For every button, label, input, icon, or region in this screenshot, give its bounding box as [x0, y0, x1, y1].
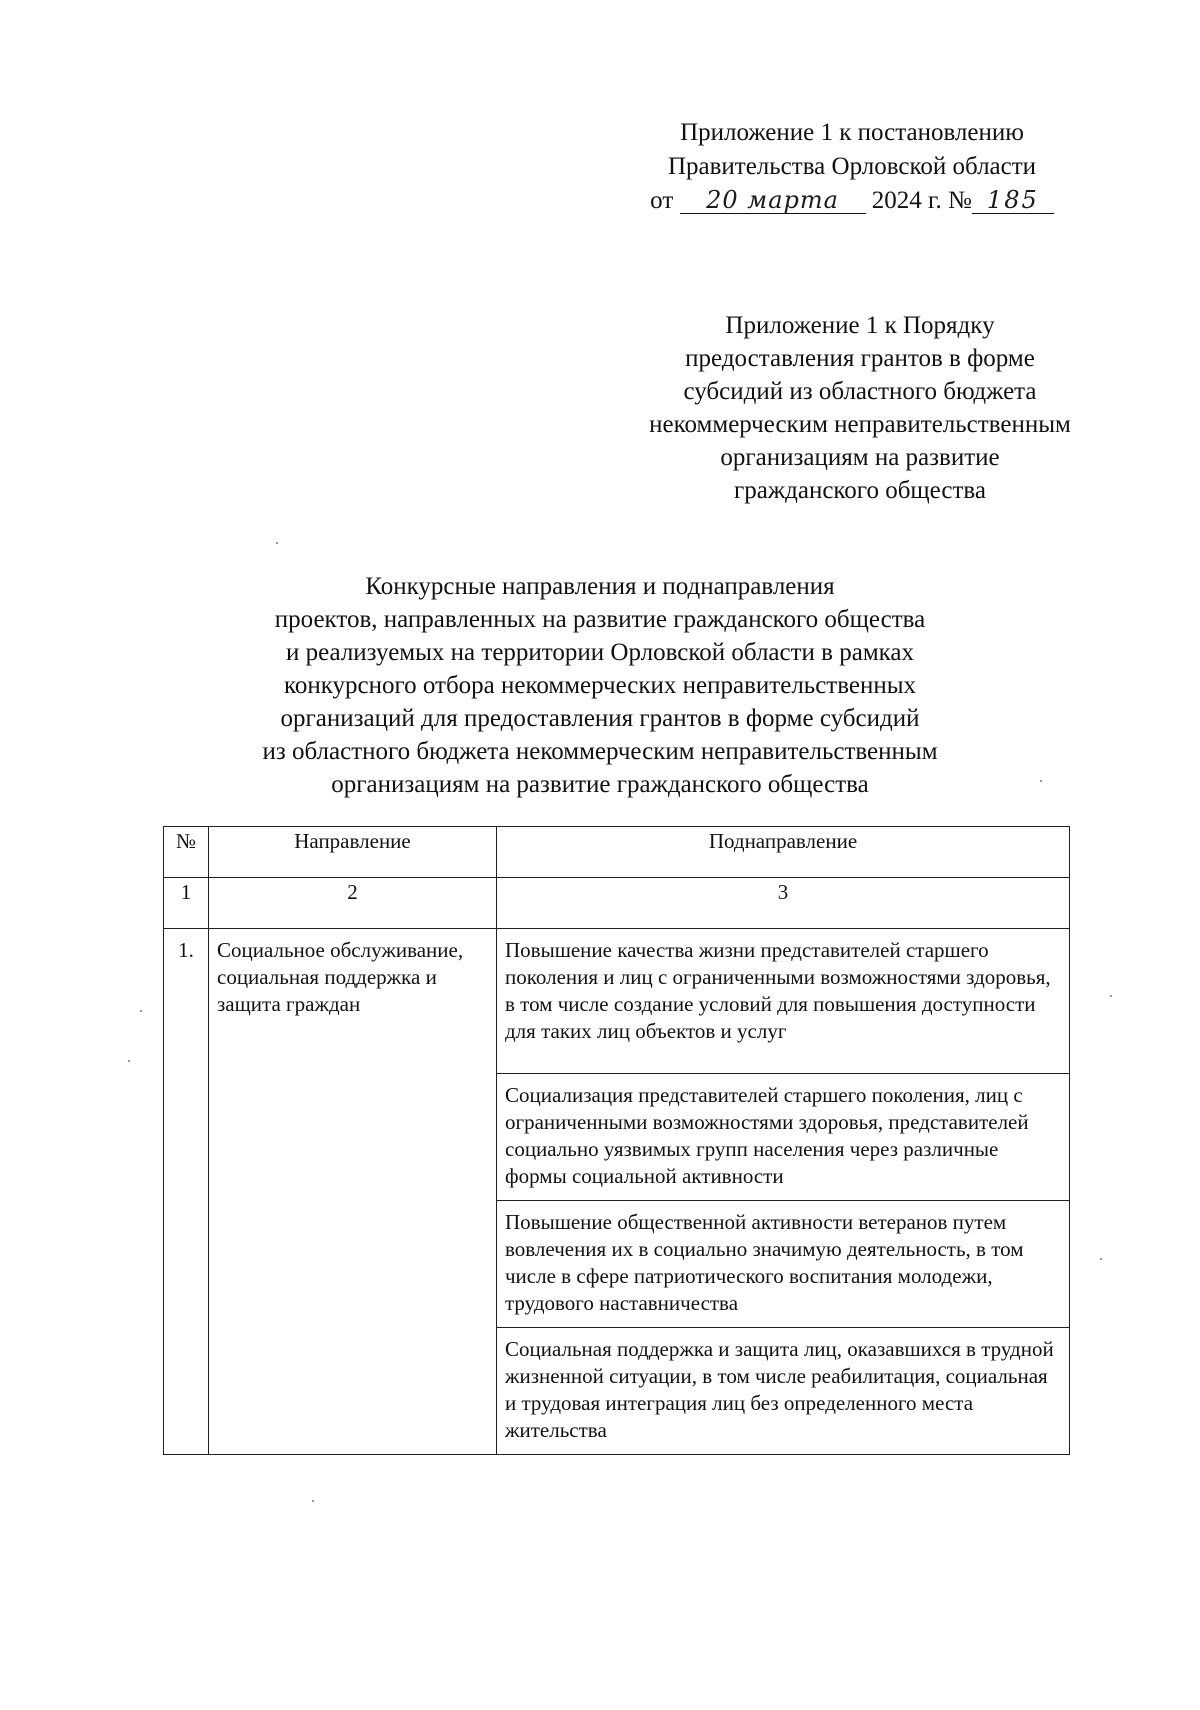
- title-line: конкурсного отбора некоммерческих неправительственных: [283, 672, 917, 699]
- subdirection-cell: Социальная поддержка и защита лиц, оказавшихся в трудной жизненной ситуации, в том числе реабилитация, социальная и трудовая интеграция лиц без определенного места жительства: [497, 1328, 1070, 1455]
- date-prefix: от: [650, 187, 674, 214]
- title-line: проектов, направленных на развитие гражданского общества: [274, 606, 926, 633]
- table-row: [164, 929, 1070, 1074]
- document-title: [230, 570, 970, 801]
- appendix-line-1: Приложение 1 к постановлению: [680, 119, 1024, 146]
- scan-speck: [140, 1010, 142, 1012]
- appendix-line-2: Правительства Орловской области: [667, 153, 1037, 180]
- handwritten-number: 185: [972, 187, 1054, 214]
- appendix-to-resolution: [612, 116, 1092, 218]
- subdirection-cell: Повышение общественной активности ветеранов путем вовлечения их в социально значимую деятельность, в том числе в сфере патриотического воспитания молодежи, трудового наставничества: [497, 1201, 1070, 1328]
- column-number: 3: [497, 878, 1070, 929]
- subdirection-cell: Повышение качества жизни представителей старшего поколения и лиц с ограниченными возможностями здоровья, в том числе создание условий для повышения доступности для таких лиц объектов и услуг: [497, 929, 1070, 1074]
- title-line: и реализуемых на территории Орловской области в рамках: [285, 639, 915, 666]
- scan-speck: [1110, 995, 1112, 997]
- title-line: организациям на развитие гражданского общества: [331, 771, 869, 798]
- column-number: 2: [209, 878, 497, 929]
- scan-speck: [312, 1500, 314, 1502]
- title-line: Конкурсные направления и поднаправления: [365, 573, 835, 600]
- directions-table: [163, 826, 1070, 1455]
- appendix-2-line: гражданского общества: [734, 477, 986, 504]
- row-number: 1.: [164, 929, 209, 1455]
- subdirection-cell: Социализация представителей старшего поколения, лиц с ограниченными возможностями здоровья, представителей социально уязвимых групп населения через различные формы социальной активности: [497, 1074, 1070, 1201]
- appendix-2-line: субсидий из областного бюджета: [683, 378, 1037, 405]
- column-numbers-row: [164, 878, 1070, 929]
- resolution-date-line: [612, 184, 1092, 218]
- header-direction: Направление: [209, 827, 497, 878]
- header-subdirection: Поднаправление: [497, 827, 1070, 878]
- appendix-2-line: предоставления грантов в форме: [685, 345, 1035, 372]
- appendix-to-procedure: [620, 309, 1100, 507]
- column-number: 1: [164, 878, 209, 929]
- scan-speck: [1100, 1258, 1102, 1260]
- appendix-2-line: организациям на развитие: [720, 444, 1000, 471]
- header-number: №: [164, 827, 209, 878]
- scan-speck: [276, 542, 278, 544]
- title-line: организаций для предоставления грантов в форме субсидий: [280, 705, 920, 732]
- scan-speck: [128, 1060, 130, 1062]
- title-line: из областного бюджета некоммерческим неправительственным: [262, 738, 938, 765]
- direction-cell: Социальное обслуживание, социальная поддержка и защита граждан: [209, 929, 497, 1455]
- handwritten-date: 20 марта: [680, 187, 866, 214]
- table-header-row: [164, 827, 1070, 878]
- appendix-2-line: некоммерческим неправительственным: [649, 411, 1071, 438]
- year-and-number-label: 2024 г. №: [871, 187, 972, 214]
- appendix-2-line: Приложение 1 к Порядку: [725, 312, 995, 339]
- scan-speck: [1040, 780, 1042, 782]
